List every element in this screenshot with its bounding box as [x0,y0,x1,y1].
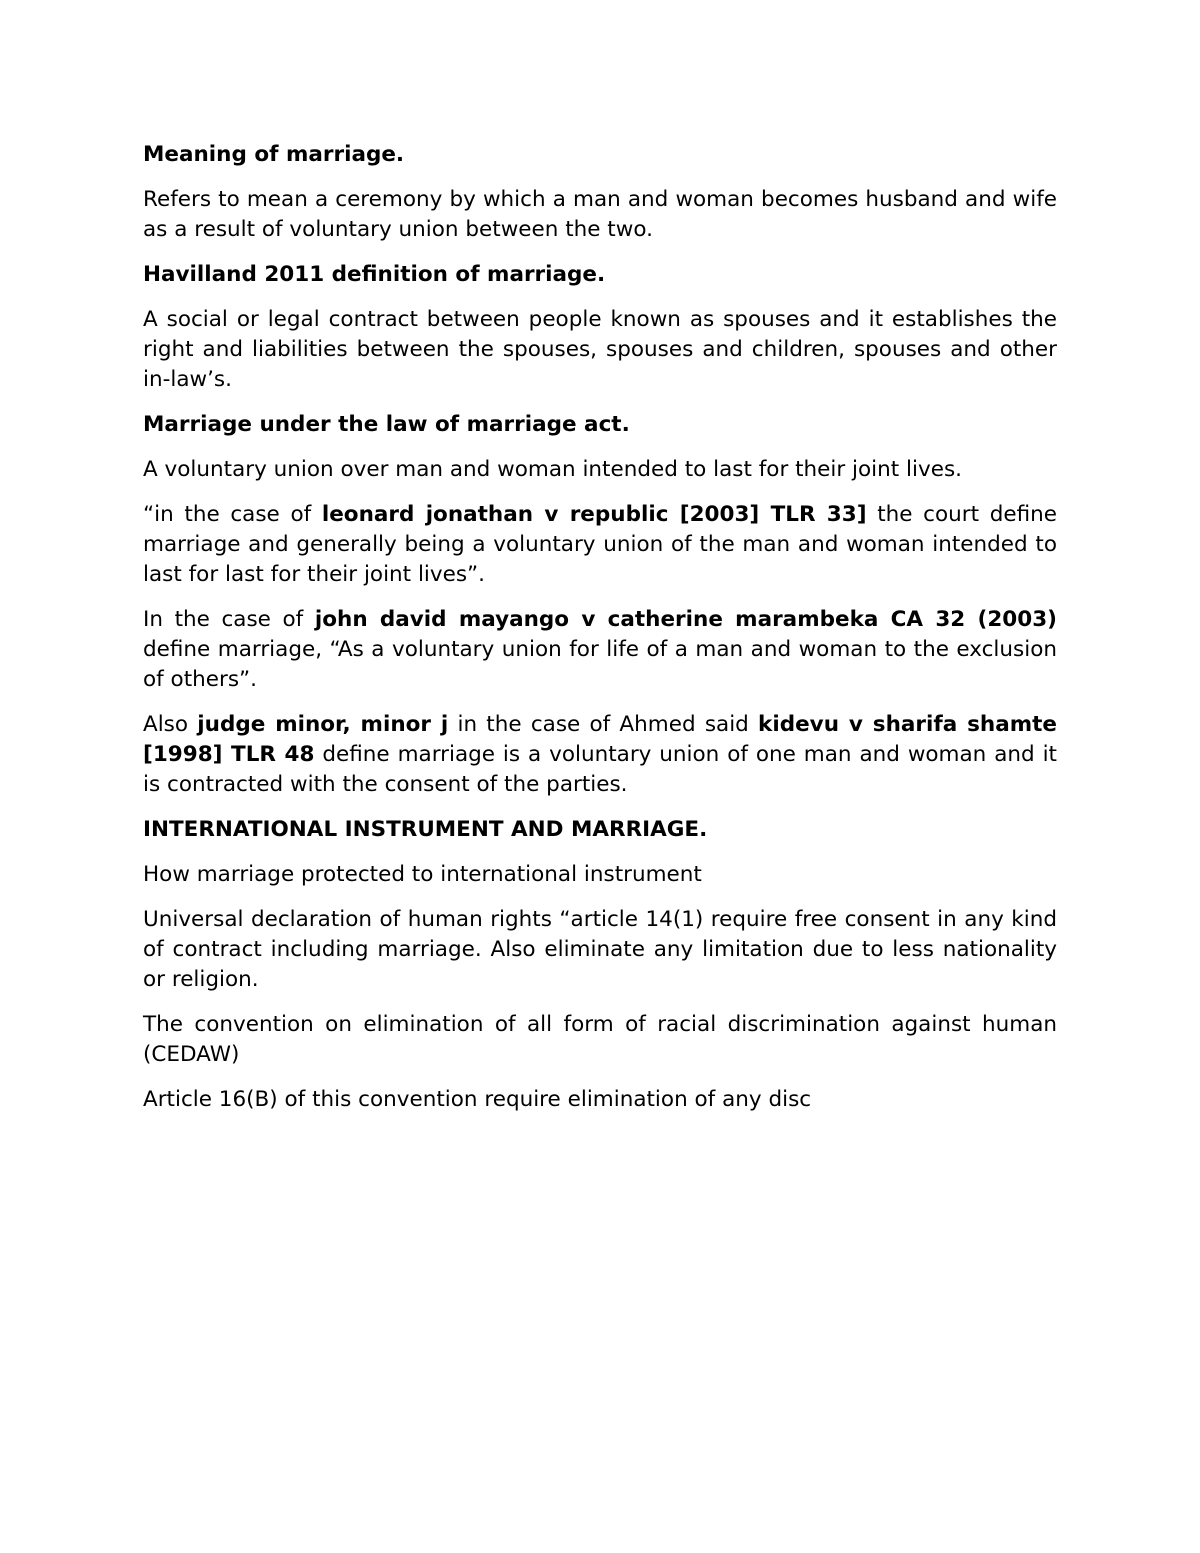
paragraph-meaning: Refers to mean a ceremony by which a man and woman becomes husband and wife as a result of voluntary union between the two. [143,187,1057,242]
paragraph-how-protected: How marriage protected to international instrument [143,862,702,887]
heading-international-instrument: INTERNATIONAL INSTRUMENT AND MARRIAGE. [143,817,708,842]
leonard-prefix: “in the case of [143,502,322,527]
paragraph-judge-minor [143,710,1057,800]
judge-name: judge minor, minor j [197,712,449,737]
leonard-suffix: the court define marriage and generally being a voluntary union of the man and woman intended to last for last for their joint lives”. [143,502,1057,587]
paragraph-cedaw: The convention on elimination of all form of racial discrimination against human (CEDAW) [143,1012,1057,1067]
john-case-citation: john david mayango v catherine marambeka CA 32 (2003) [314,607,1057,632]
document-body [143,140,1057,1130]
john-suffix: define marriage, “As a voluntary union for life of a man and woman to the exclusion of others”. [143,637,1057,692]
john-prefix: In the case of [143,607,315,632]
judge-suffix: define marriage is a voluntary union of one man and woman and it is contracted with the consent of the parties. [143,742,1057,797]
paragraph-article-16: Article 16(B) of this convention require elimination of any disc [143,1087,812,1112]
paragraph-havilland: A social or legal contract between people known as spouses and it establishes the right and liabilities between the spouses, spouses and children, spouses and other in-law’s. [143,307,1057,392]
judge-middle: in the case of Ahmed said [448,712,759,737]
heading-havilland-definition: Havilland 2011 definition of marriage. [143,262,606,287]
kidevu-case-citation: kidevu v sharifa shamte [1998] TLR 48 [143,712,1057,767]
leonard-case-citation: leonard jonathan v republic [2003] TLR 33] [321,502,867,527]
paragraph-law-of-marriage-act: A voluntary union over man and woman intended to last for their joint lives. [143,457,962,482]
heading-meaning-of-marriage: Meaning of marriage. [143,142,405,167]
heading-law-of-marriage-act: Marriage under the law of marriage act. [143,412,630,437]
paragraph-leonard-case [143,500,1057,590]
judge-prefix: Also [143,712,198,737]
paragraph-john-case [143,605,1057,695]
paragraph-udhr: Universal declaration of human rights “article 14(1) require free consent in any kind of contract including marriage. Also eliminate any limitation due to less nationality or religion. [143,907,1057,992]
